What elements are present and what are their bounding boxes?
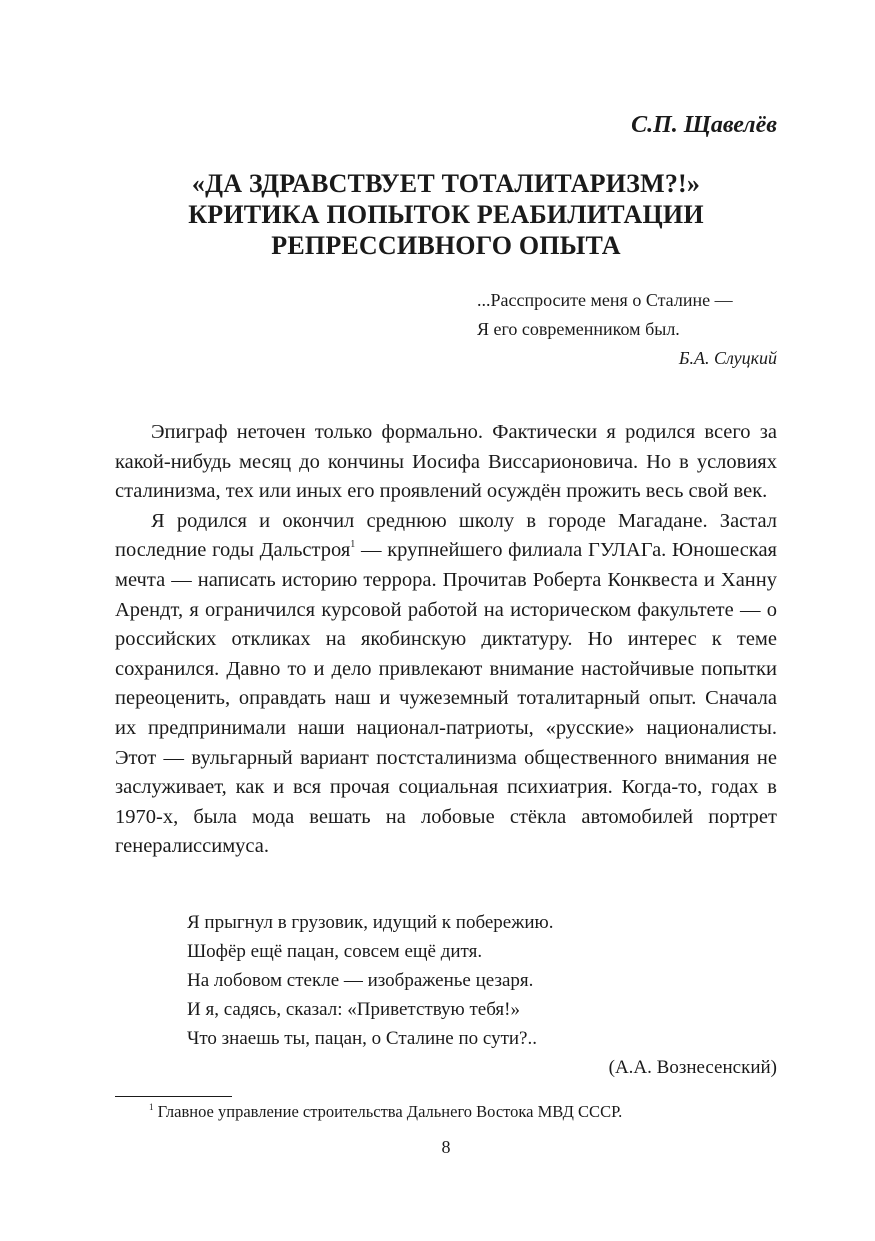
- footnote-divider: [115, 1096, 232, 1097]
- poem-author: (А.А. Вознесенский): [608, 1057, 777, 1078]
- poem-line: И я, садясь, сказал: «Приветствую тебя!»: [187, 999, 520, 1020]
- poem-line: На лобовом стекле — изображенье цезаря.: [187, 970, 534, 991]
- paragraph: [115, 507, 777, 862]
- title-line: РЕПРЕССИВНОГО ОПЫТА: [271, 231, 621, 260]
- title-line: «ДА ЗДРАВСТВУЕТ ТОТАЛИТАРИЗМ?!»: [191, 169, 701, 198]
- epigraph-line: Я его современником был.: [477, 319, 680, 339]
- paragraph: Эпиграф неточен только формально. Фактически я родился всего за какой-нибудь месяц до кончины Иосифа Виссарионовича. Но в условиях сталинизма, тех или иных его проявлений осуждён прожить весь свой век.: [115, 421, 777, 503]
- epigraph: [477, 286, 777, 373]
- title-line: КРИТИКА ПОПЫТОК РЕАБИЛИТАЦИИ: [188, 200, 704, 229]
- poem-quote: [187, 908, 777, 1082]
- epigraph-line: ...Расспросите меня о Сталине —: [477, 290, 733, 310]
- footnote-reference[interactable]: 1: [350, 539, 356, 551]
- footnote: [149, 1100, 622, 1124]
- poem-line: Я прыгнул в грузовик, идущий к побережию.: [187, 912, 554, 933]
- page-number: 8: [441, 1137, 451, 1157]
- article-author: С.П. Щавелёв: [631, 112, 777, 138]
- epigraph-author: Б.А. Слуцкий: [678, 348, 777, 368]
- paragraph-text: — крупнейшего филиала ГУЛАГа. Юношеская мечта — написать историю террора. Прочитав Роберта Конквеста и Ханну Арендт, я ограничился курсовой работой на историческом факультете — о российских откликах на якобинскую диктатуру. Но интерес к теме сохранился. Давно то и дело привлекают внимание настойчивые попытки переоценить, оправдать наш и чужеземный тоталитарный опыт. Сначала их предпринимали наши национал-патриоты, «русские» националисты. Этот — вульгарный вариант постсталинизма общественного внимания не заслуживает, как и вся прочая социальная психиатрия. Когда-то, годах в 1970-х, была мода вешать на лобовые стёкла автомобилей портрет генералиссимуса.: [115, 539, 777, 858]
- footnote-marker: 1: [149, 1102, 154, 1112]
- paragraph-text: Я родился и окончил среднюю школу в городе Магадане. Застал последние годы Дальстроя: [115, 509, 777, 562]
- poem-line: Что знаешь ты, пацан, о Сталине по сути?..: [187, 1028, 537, 1049]
- poem-line: Шофёр ещё пацан, совсем ещё дитя.: [187, 941, 483, 962]
- body-text: [115, 418, 777, 862]
- article-title: [115, 168, 777, 261]
- footnote-text: Главное управление строительства Дальнего Востока МВД СССР.: [153, 1102, 623, 1121]
- page: [115, 0, 777, 1241]
